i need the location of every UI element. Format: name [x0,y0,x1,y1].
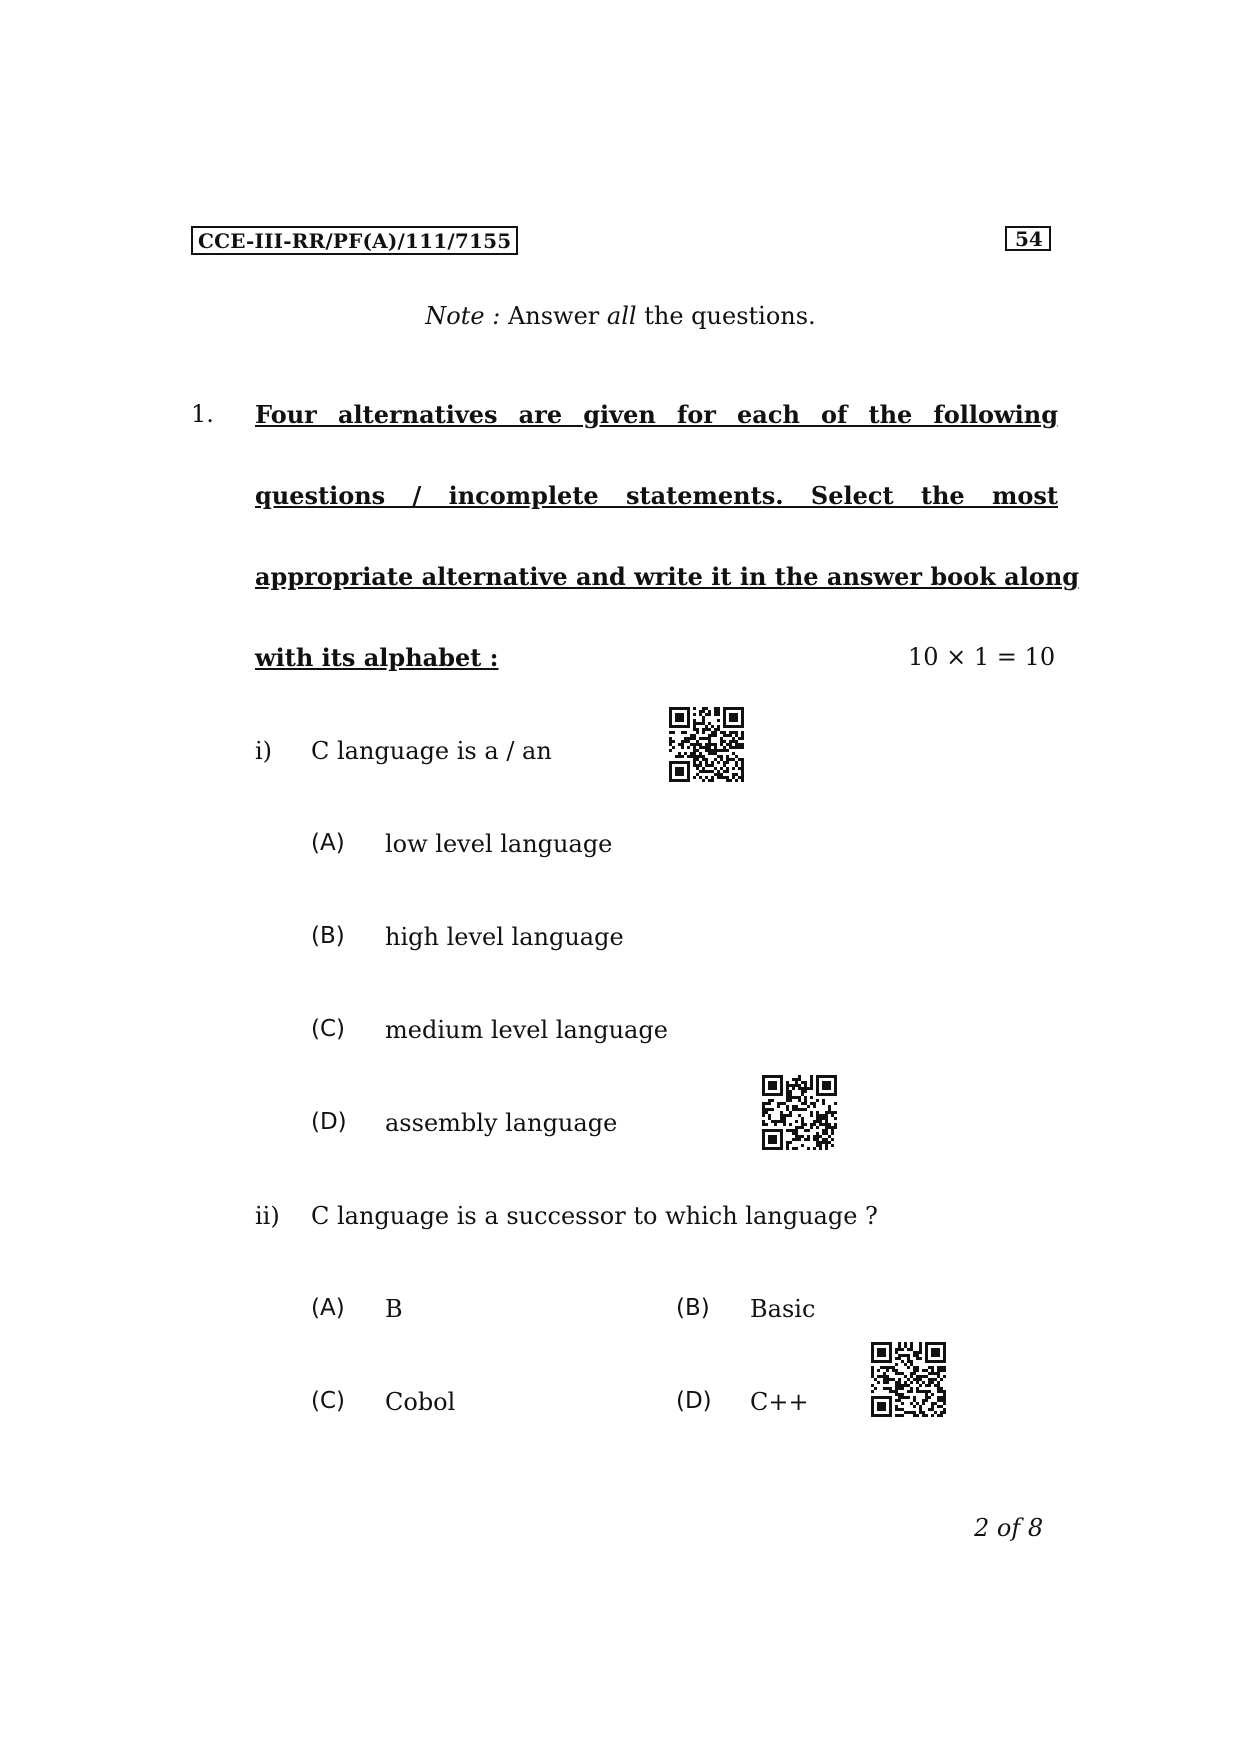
option-label: (A) [311,830,345,856]
qr-code-icon [871,1342,949,1417]
option-label: (B) [311,923,345,949]
page-indicator [974,1514,1043,1542]
instruction-line-2: questions / incomplete statements. Select the most [255,481,1058,510]
note-emphasis: all [606,302,637,330]
option-text: assembly language [385,1109,618,1137]
marks-allocation: 10 × 1 = 10 [908,643,1056,671]
note [0,302,1241,330]
page-code: 54 [1005,226,1051,251]
instruction-line-4: with its alphabet : [255,643,499,672]
option-label: (D) [311,1109,347,1135]
paper-code: CCE-III-RR/PF(A)/111/7155 [191,226,518,255]
option-text: medium level language [385,1016,668,1044]
page-total: 8 [1027,1514,1044,1542]
option-label: (B) [676,1295,710,1321]
note-pre: Answer [507,302,600,330]
subq-2-number: ii) [255,1202,280,1230]
instruction-line-3: appropriate alternative and write it in the answer book along [255,562,1080,591]
option-text: Basic [750,1295,816,1323]
page-current: 2 [974,1514,990,1542]
option-text: low level language [385,830,613,858]
page-of: of [996,1514,1021,1542]
option-label: (A) [311,1295,345,1321]
option-text: B [385,1295,403,1323]
qr-code-icon [762,1075,840,1150]
qr-code-icon [669,707,747,782]
note-post: the questions. [644,302,816,330]
option-label: (C) [311,1016,346,1042]
option-label: (C) [311,1388,346,1414]
option-text: C++ [750,1388,809,1416]
option-text: high level language [385,923,624,951]
instruction-line-1: Four alternatives are given for each of the following [255,400,1058,429]
option-label: (D) [676,1388,712,1414]
option-text: Cobol [385,1388,456,1416]
subq-1-number: i) [255,737,273,765]
note-label: Note : [425,302,501,330]
question-number: 1. [191,400,214,428]
subq-2-text: C language is a successor to which language ? [311,1202,878,1230]
subq-1-text: C language is a / an [311,737,552,765]
